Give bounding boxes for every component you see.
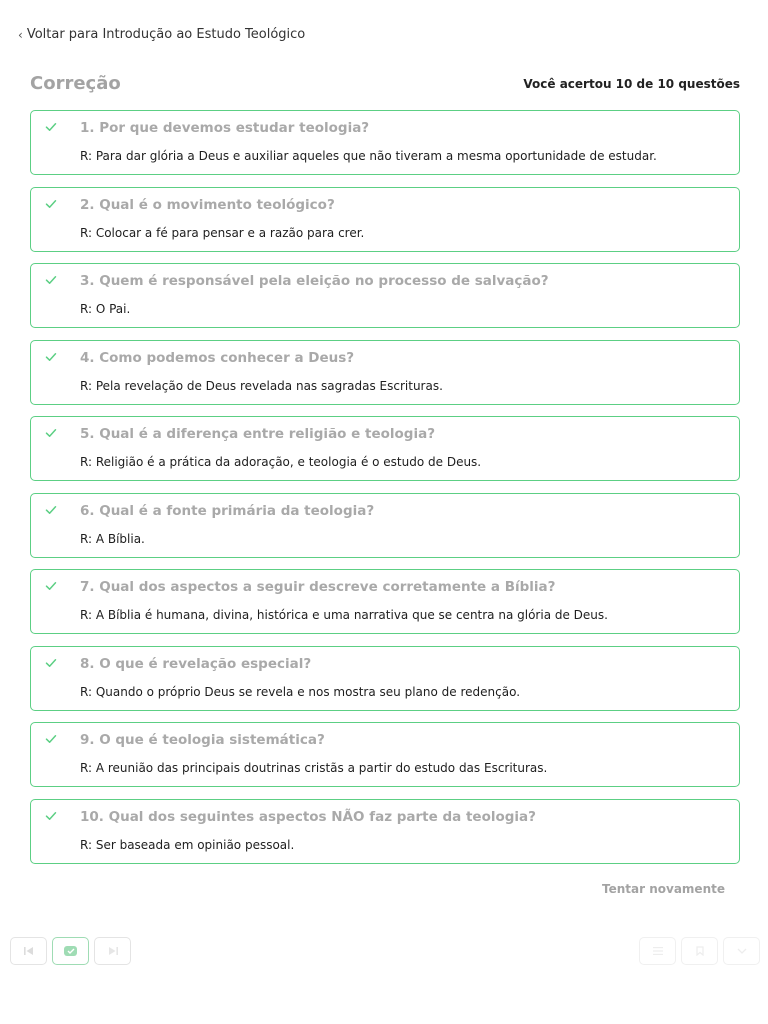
question-text: 8. O que é revelação especial? — [80, 655, 312, 672]
question-text: 1. Por que devemos estudar teologia? — [80, 120, 370, 136]
expand-button[interactable] — [723, 937, 760, 965]
answer-text: R: A Bíblia é humana, divina, histórica e uma narrativa que se centra na glória de Deus. — [80, 608, 608, 622]
question-text: 2. Qual é o movimento teológico? — [80, 196, 335, 213]
chevron-down-icon — [737, 948, 747, 954]
complete-lesson-button[interactable] — [52, 937, 89, 965]
question-card — [30, 493, 740, 558]
skip-next-icon — [107, 946, 119, 956]
player-controls — [10, 937, 131, 965]
question-card — [30, 416, 740, 481]
question-card — [30, 799, 740, 864]
question-text: 10. Qual dos seguintes aspectos NÃO faz parte da teologia? — [80, 808, 536, 825]
check-icon — [44, 120, 58, 134]
question-list — [30, 110, 740, 875]
answer-text: R: O Pai. — [80, 302, 131, 316]
question-card — [30, 722, 740, 787]
check-circle-icon — [64, 946, 77, 956]
question-card — [30, 263, 740, 328]
skip-previous-icon — [23, 946, 35, 956]
check-icon — [44, 197, 58, 211]
question-card — [30, 187, 740, 252]
check-icon — [44, 273, 58, 287]
answer-text: R: Religião é a prática da adoração, e teologia é o estudo de Deus. — [80, 455, 482, 469]
answer-text: R: Quando o próprio Deus se revela e nos mostra seu plano de redenção. — [80, 684, 521, 699]
question-text: 9. O que é teologia sistemática? — [80, 732, 325, 748]
menu-icon — [653, 947, 663, 955]
question-text: 6. Qual é a fonte primária da teologia? — [80, 502, 375, 519]
answer-text: R: Para dar glória a Deus e auxiliar aqueles que não tiveram a mesma oportunidade de estudar. — [80, 149, 657, 163]
question-card — [30, 646, 740, 711]
question-text: 7. Qual dos aspectos a seguir descreve corretamente a Bíblia? — [80, 579, 556, 595]
check-icon — [44, 426, 58, 440]
check-icon — [44, 732, 58, 746]
previous-lesson-button[interactable] — [10, 937, 47, 965]
chevron-left-icon: ‹ — [18, 27, 23, 42]
back-link-label: Voltar para Introdução ao Estudo Teológico — [26, 27, 306, 42]
question-text: 3. Quem é responsável pela eleição no processo de salvação? — [80, 273, 549, 289]
check-icon — [44, 579, 58, 593]
check-icon — [44, 809, 58, 823]
bookmark-icon — [696, 946, 704, 956]
answer-text: R: A Bíblia. — [80, 531, 145, 546]
check-icon — [44, 350, 58, 364]
answer-text: R: Colocar a fé para pensar e a razão para crer. — [80, 225, 365, 240]
menu-button[interactable] — [639, 937, 676, 965]
answer-text: R: Ser baseada em opinião pessoal. — [80, 837, 295, 852]
question-text: 5. Qual é a diferença entre religião e teologia? — [80, 426, 436, 442]
score-summary: Você acertou 10 de 10 questões — [523, 76, 740, 91]
question-card — [30, 569, 740, 634]
question-card — [30, 110, 740, 175]
back-link[interactable] — [18, 27, 305, 42]
question-text: 4. Como podemos conhecer a Deus? — [80, 349, 355, 366]
retry-button[interactable]: Tentar novamente — [602, 882, 725, 896]
page-title: Correção — [30, 73, 121, 94]
next-lesson-button[interactable] — [94, 937, 131, 965]
check-icon — [44, 656, 58, 670]
answer-text: R: A reunião das principais doutrinas cristãs a partir do estudo das Escrituras. — [80, 761, 548, 775]
results-header — [30, 73, 740, 94]
secondary-controls — [639, 937, 760, 965]
bookmark-button[interactable] — [681, 937, 718, 965]
answer-text: R: Pela revelação de Deus revelada nas sagradas Escrituras. — [80, 378, 443, 393]
question-card — [30, 340, 740, 405]
check-icon — [44, 503, 58, 517]
